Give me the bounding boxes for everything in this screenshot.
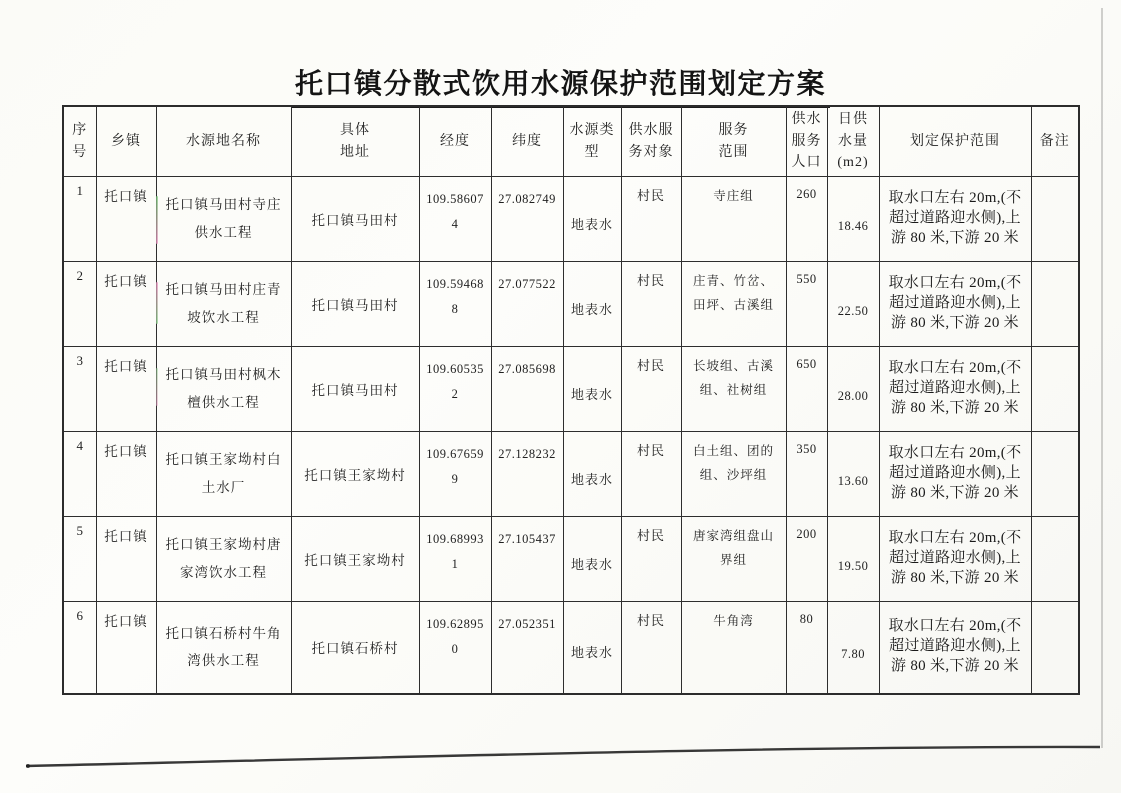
- service-target-value: 村民: [636, 613, 665, 629]
- cell-index: [63, 432, 96, 517]
- daily-supply-value: 28.00: [837, 388, 869, 403]
- township-value: 托口镇: [104, 614, 148, 630]
- col-header-address-label: 具体地址: [340, 122, 370, 160]
- longitude-value: 109.586074: [426, 192, 484, 232]
- col-header-index-label: 序号: [72, 122, 88, 160]
- cell-index: [63, 177, 96, 262]
- cell-source-type: [563, 262, 621, 347]
- cell-source-type: [563, 177, 621, 262]
- cell-source-type: [563, 432, 621, 517]
- longitude-value: 109.689931: [426, 532, 484, 572]
- table-row: [63, 602, 1079, 694]
- col-header-index: [63, 106, 96, 177]
- cell-latitude: [491, 347, 563, 432]
- col-header-longitude: [419, 106, 491, 177]
- source-type-value: 地表水: [570, 556, 613, 572]
- population-value: 80: [799, 612, 814, 627]
- col-header-source-name-label: 水源地名称: [186, 133, 261, 149]
- scan-color-artifact: [156, 282, 158, 324]
- col-header-service-scope-label: 服务范围: [718, 122, 749, 160]
- cell-source-name: [156, 602, 291, 694]
- source-type-value: 地表水: [570, 301, 613, 317]
- longitude-value: 109.594688: [426, 277, 484, 317]
- cell-township: [96, 602, 156, 694]
- cell-daily-supply: [827, 262, 879, 347]
- cell-daily-supply: [827, 177, 879, 262]
- row-index: 1: [76, 183, 83, 199]
- table-row: [63, 432, 1079, 517]
- col-header-daily-supply-label: 日供水量(m2): [837, 112, 869, 171]
- col-header-address: [291, 106, 419, 177]
- source-type-value: 地表水: [570, 216, 613, 232]
- source-name-value: 托口镇石桥村牛角湾供水工程: [165, 625, 282, 669]
- service-target-value: 村民: [636, 358, 665, 374]
- cell-service-scope: [681, 432, 786, 517]
- col-header-service-scope: [681, 106, 786, 177]
- row-index: 5: [76, 523, 83, 539]
- cell-latitude: [491, 602, 563, 694]
- cell-remark: [1031, 262, 1079, 347]
- source-name-value: 托口镇马田村枫木檀供水工程: [165, 367, 282, 411]
- cell-index: [63, 602, 96, 694]
- cell-longitude: [419, 517, 491, 602]
- source-name-value: 托口镇王家坳村白土水厂: [165, 452, 282, 496]
- daily-supply-value: 13.60: [837, 473, 869, 488]
- protection-range-value: 取水口左右 20m,(不超过道路迎水侧),上游 80 米,下游 20 米: [888, 530, 1022, 587]
- row-index: 3: [76, 353, 83, 369]
- township-value: 托口镇: [104, 274, 148, 290]
- cell-source-name: [156, 432, 291, 517]
- col-header-population: [786, 106, 827, 177]
- service-scope-value: 寺庄组: [713, 189, 754, 204]
- latitude-value: 27.105437: [498, 532, 556, 547]
- col-header-source-type: [563, 106, 621, 177]
- source-type-value: 地表水: [570, 386, 613, 402]
- daily-supply-value: 18.46: [837, 218, 869, 233]
- cell-longitude: [419, 177, 491, 262]
- population-value: 350: [796, 442, 817, 457]
- address-value: 托口镇马田村: [311, 383, 399, 399]
- cell-source-name: [156, 177, 291, 262]
- cell-address: [291, 262, 419, 347]
- cell-township: [96, 262, 156, 347]
- cell-service-scope: [681, 347, 786, 432]
- cell-township: [96, 177, 156, 262]
- address-value: 托口镇王家坳村: [304, 468, 406, 484]
- title-container: [0, 62, 1121, 108]
- scan-edge-right-artifact: [1101, 8, 1103, 748]
- address-value: 托口镇马田村: [311, 298, 399, 314]
- col-header-township: [96, 106, 156, 177]
- cell-longitude: [419, 262, 491, 347]
- cell-protection-range: [879, 602, 1031, 694]
- service-scope-value: 庄青、竹岔、田坪、古溪组: [692, 274, 774, 313]
- latitude-value: 27.052351: [498, 617, 556, 632]
- protection-range-value: 取水口左右 20m,(不超过道路迎水侧),上游 80 米,下游 20 米: [888, 445, 1022, 502]
- col-header-population-label: 供水服务人口: [791, 112, 822, 171]
- protection-range-value: 取水口左右 20m,(不超过道路迎水侧),上游 80 米,下游 20 米: [888, 275, 1022, 332]
- cell-population: [786, 432, 827, 517]
- cell-remark: [1031, 177, 1079, 262]
- cell-service-target: [621, 432, 681, 517]
- page-title: 托口镇分散式饮用水源保护范围划定方案: [291, 62, 830, 108]
- cell-service-scope: [681, 517, 786, 602]
- cell-source-name: [156, 517, 291, 602]
- township-value: 托口镇: [104, 359, 148, 375]
- cell-population: [786, 517, 827, 602]
- cell-latitude: [491, 432, 563, 517]
- cell-remark: [1031, 602, 1079, 694]
- cell-longitude: [419, 432, 491, 517]
- cell-population: [786, 347, 827, 432]
- longitude-value: 109.628950: [426, 617, 484, 657]
- source-name-value: 托口镇马田村寺庄供水工程: [165, 197, 282, 241]
- longitude-value: 109.605352: [426, 362, 484, 402]
- source-type-value: 地表水: [570, 644, 613, 660]
- latitude-value: 27.082749: [498, 192, 556, 207]
- source-name-value: 托口镇王家坳村唐家湾饮水工程: [165, 537, 282, 581]
- cell-index: [63, 262, 96, 347]
- service-target-value: 村民: [636, 188, 665, 204]
- table-row: [63, 517, 1079, 602]
- service-target-value: 村民: [636, 273, 665, 289]
- cell-address: [291, 347, 419, 432]
- row-index: 2: [76, 268, 83, 284]
- cell-latitude: [491, 517, 563, 602]
- cell-address: [291, 177, 419, 262]
- cell-latitude: [491, 177, 563, 262]
- latitude-value: 27.128232: [498, 447, 556, 462]
- col-header-latitude: [491, 106, 563, 177]
- scan-color-artifact: [156, 368, 158, 406]
- cell-population: [786, 602, 827, 694]
- latitude-value: 27.077522: [498, 277, 556, 292]
- cell-protection-range: [879, 262, 1031, 347]
- col-header-protection-range: [879, 106, 1031, 177]
- cell-service-scope: [681, 262, 786, 347]
- cell-index: [63, 517, 96, 602]
- service-target-value: 村民: [636, 443, 665, 459]
- col-header-source-type-label: 水源类型: [569, 122, 615, 160]
- cell-remark: [1031, 432, 1079, 517]
- daily-supply-value: 22.50: [837, 303, 869, 318]
- protection-range-value: 取水口左右 20m,(不超过道路迎水侧),上游 80 米,下游 20 米: [888, 190, 1022, 247]
- source-name-value: 托口镇马田村庄青坡饮水工程: [165, 282, 282, 326]
- cell-longitude: [419, 602, 491, 694]
- cell-service-target: [621, 347, 681, 432]
- township-value: 托口镇: [104, 444, 148, 460]
- col-header-source-name: [156, 106, 291, 177]
- col-header-township-label: 乡镇: [111, 133, 141, 149]
- cell-population: [786, 177, 827, 262]
- cell-daily-supply: [827, 602, 879, 694]
- table-row: [63, 262, 1079, 347]
- address-value: 托口镇马田村: [311, 213, 399, 229]
- longitude-value: 109.676599: [426, 447, 484, 487]
- daily-supply-value: 7.80: [841, 646, 865, 661]
- cell-service-target: [621, 262, 681, 347]
- cell-population: [786, 262, 827, 347]
- water-source-table: [62, 105, 1080, 695]
- cell-address: [291, 517, 419, 602]
- township-value: 托口镇: [104, 189, 148, 205]
- cell-remark: [1031, 347, 1079, 432]
- cell-service-target: [621, 517, 681, 602]
- cell-protection-range: [879, 347, 1031, 432]
- col-header-service-target-label: 供水服务对象: [628, 122, 674, 160]
- row-index: 6: [76, 608, 83, 624]
- table-body: [63, 177, 1079, 694]
- protection-range-value: 取水口左右 20m,(不超过道路迎水侧),上游 80 米,下游 20 米: [888, 618, 1022, 675]
- source-type-value: 地表水: [570, 471, 613, 487]
- col-header-latitude-label: 纬度: [512, 133, 542, 149]
- cell-protection-range: [879, 177, 1031, 262]
- service-scope-value: 白土组、团的组、沙坪组: [692, 444, 774, 483]
- daily-supply-value: 19.50: [837, 558, 869, 573]
- population-value: 550: [796, 272, 817, 287]
- cell-latitude: [491, 262, 563, 347]
- col-header-daily-supply: [827, 106, 879, 177]
- cell-protection-range: [879, 517, 1031, 602]
- table-row: [63, 347, 1079, 432]
- cell-longitude: [419, 347, 491, 432]
- cell-township: [96, 432, 156, 517]
- table-header-row: [63, 106, 1079, 177]
- cell-source-type: [563, 602, 621, 694]
- col-header-protection-range-label: 划定保护范围: [910, 133, 1000, 149]
- col-header-longitude-label: 经度: [440, 133, 470, 149]
- cell-township: [96, 347, 156, 432]
- population-value: 260: [796, 187, 817, 202]
- cell-service-scope: [681, 602, 786, 694]
- scan-color-artifact: [156, 196, 158, 244]
- cell-township: [96, 517, 156, 602]
- population-value: 650: [796, 357, 817, 372]
- service-scope-value: 唐家湾组盘山界组: [692, 529, 774, 568]
- address-value: 托口镇石桥村: [311, 641, 399, 657]
- cell-daily-supply: [827, 347, 879, 432]
- cell-daily-supply: [827, 432, 879, 517]
- cell-source-name: [156, 262, 291, 347]
- row-index: 4: [76, 438, 83, 454]
- township-value: 托口镇: [104, 529, 148, 545]
- table-row: [63, 177, 1079, 262]
- col-header-remark: [1031, 106, 1079, 177]
- cell-index: [63, 347, 96, 432]
- service-scope-value: 牛角湾: [713, 614, 754, 629]
- col-header-service-target: [621, 106, 681, 177]
- col-header-remark-label: 备注: [1039, 133, 1070, 149]
- address-value: 托口镇王家坳村: [304, 553, 406, 569]
- cell-source-type: [563, 347, 621, 432]
- cell-address: [291, 602, 419, 694]
- service-target-value: 村民: [636, 528, 665, 544]
- service-scope-value: 长坡组、古溪组、社树组: [692, 359, 774, 398]
- cell-daily-supply: [827, 517, 879, 602]
- latitude-value: 27.085698: [498, 362, 556, 377]
- cell-protection-range: [879, 432, 1031, 517]
- cell-service-scope: [681, 177, 786, 262]
- cell-service-target: [621, 177, 681, 262]
- cell-service-target: [621, 602, 681, 694]
- cell-source-type: [563, 517, 621, 602]
- population-value: 200: [796, 527, 817, 542]
- cell-remark: [1031, 517, 1079, 602]
- cell-address: [291, 432, 419, 517]
- cell-source-name: [156, 347, 291, 432]
- protection-range-value: 取水口左右 20m,(不超过道路迎水侧),上游 80 米,下游 20 米: [888, 360, 1022, 417]
